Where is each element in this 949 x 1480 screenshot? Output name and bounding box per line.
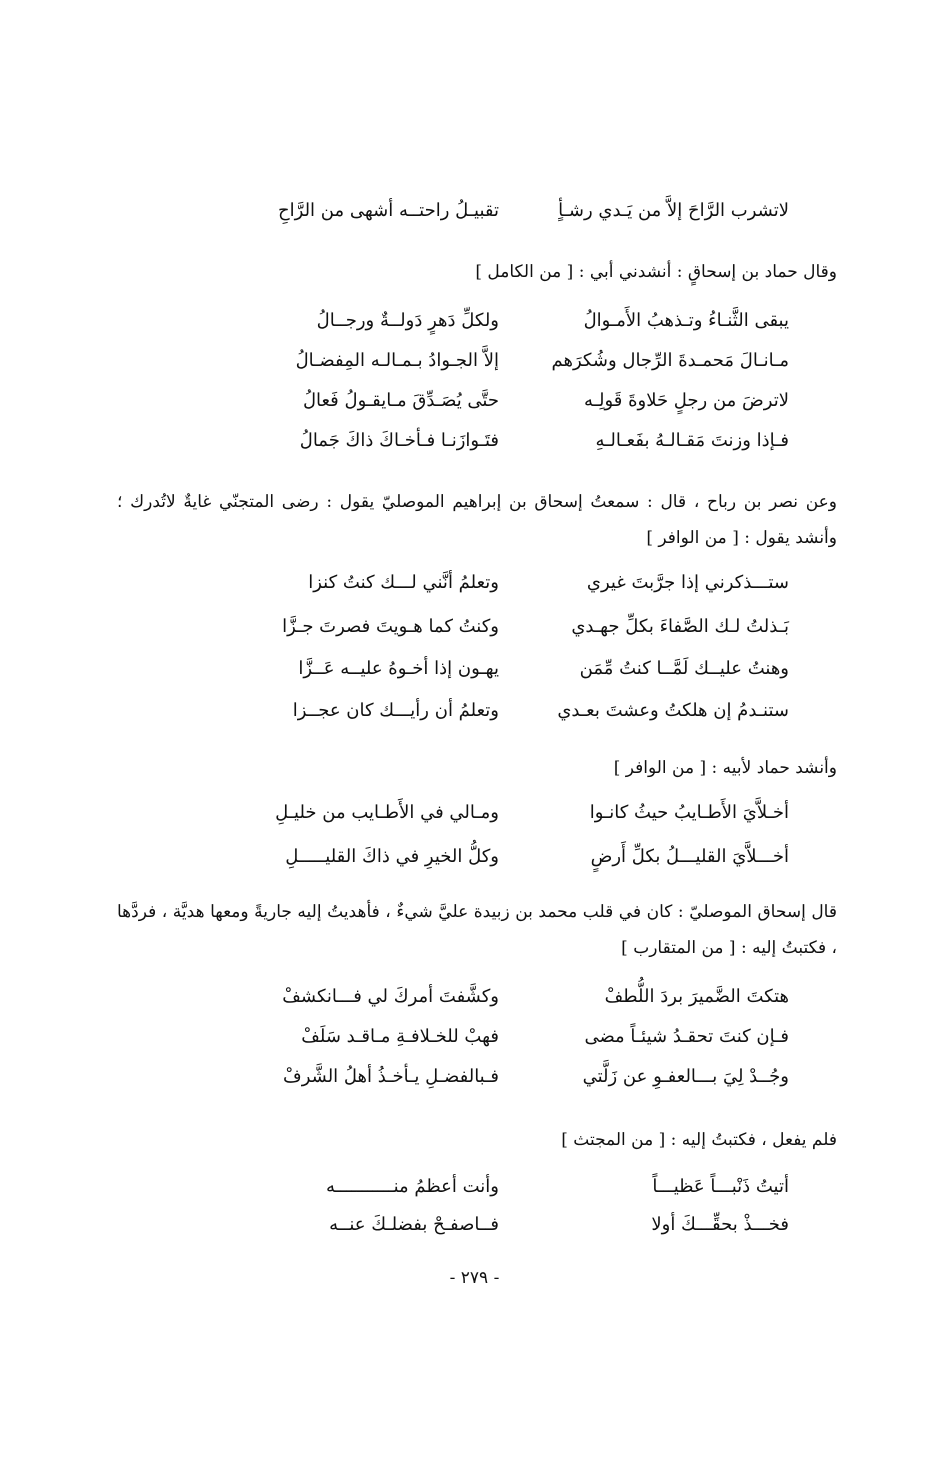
verse-hemistich-second: يهـون إذا أخـوهُ عليــه عَــزَّا (298, 658, 499, 679)
verse-line (189, 350, 789, 380)
verse-hemistich-first: أخـــلاَّيَ القليـــلُ بكلِّ أَرضٍ (590, 846, 789, 867)
verse-hemistich-first: لاترضَ من رجلٍ حَلاوةَ قَولِـه (584, 390, 789, 411)
verse-hemistich-first: أتيتُ ذَنْبـــاً عَظيـــاً (652, 1176, 789, 1197)
verse-hemistich-first: وجُــدْ لِيَ بـــالعفـوِ عن زَلَّتي (582, 1066, 789, 1087)
verse-line (189, 1026, 789, 1056)
verse-hemistich-first: هتكتَ الضَّميرَ بردَ اللُّطفْ (604, 986, 789, 1007)
verse-hemistich-second: وكشَّفتَ أمركَ لي فـــانكشفْ (282, 986, 499, 1007)
verse-hemistich-second: فــاصفـحْ بفضلـكَ عنــه (329, 1214, 499, 1235)
verse-hemistich-second: ولكلِّ دَهرٍ دَولــةٌ ورجــالُ (316, 310, 499, 331)
verse-hemistich-second: وكنتُ كما هـويتَ فصرتَ جـزَّا (282, 616, 499, 637)
verse-line (189, 200, 789, 230)
verse-hemistich-first: يبقى الثَّنـاءُ وتـذهبُ الأَمـوالُ (583, 310, 789, 331)
verse-hemistich-first: ستـــذكرني إذا جرَّبتَ غيري (586, 572, 789, 593)
verse-hemistich-first: فـإذا وزنتَ مَقـالـهُ بفَعـالـهِ (595, 430, 789, 451)
verse-hemistich-second: وتعلمُ أن رأيـــك كان عجــزا (292, 700, 499, 721)
verse-hemistich-second: إلاَّ الجـوادُ بـمـالـه المِفضـالُ (295, 350, 499, 371)
verse-line (189, 986, 789, 1016)
verse-line (189, 802, 789, 832)
verse-line (189, 310, 789, 340)
verse-line (189, 1176, 789, 1206)
verse-hemistich-first: مـانـالَ مَحمـدةَ الرِّجال وشُكرَهم (551, 350, 789, 371)
prose-paragraph: قال إسحاق الموصليّ : كان في قلب محمد بن زبيدة عليَّ شيءٌ ، فأهديتُ إليه جاريةً ومعها هديَّة ، فردَّها ، فكتبتُ إليه : [ من المتقارب ] (117, 902, 837, 958)
verse-line (189, 1214, 789, 1244)
verse-hemistich-first: فخـــذْ بحقِّـــكَ أولا (651, 1214, 789, 1235)
verse-line (189, 846, 789, 876)
verse-line (189, 658, 789, 688)
verse-hemistich-second: ومـالي في الأَطـايب من خليـلِ (275, 802, 499, 823)
prose-paragraph: وعن نصر بن رباح ، قال : سمعتُ إسحاق بن إبراهيم الموصليّ يقول : رضى المتجنّي غايةٌ لاتُدرك ؛ وأنشد يقول : [ من الوافر ] (117, 492, 837, 548)
page-number: - ٢٧٩ - (449, 1268, 500, 1288)
verse-hemistich-first: أخـلاَّيَ الأَطـايبُ حيثُ كانـوا (589, 802, 789, 823)
verse-hemistich-first: لاتشرب الرَّاحَ إلاَّ من يَـدي رشـأٍ (558, 200, 789, 221)
verse-hemistich-first: بَـذلتُ لـك الصَّفاءَ بكلِّ جهـدي (571, 616, 789, 637)
verse-line (189, 1066, 789, 1096)
prose-paragraph: وأنشد حماد لأبيه : [ من الوافر ] (613, 758, 837, 778)
verse-hemistich-second: فـبالفضـلِ يـأخـذُ أهلُ الشَّرفْ (283, 1066, 499, 1087)
verse-hemistich-second: حتَّى يُصَـدِّقَ مـايقـولُ فَعالُ (302, 390, 499, 411)
verse-hemistich-first: فـإن كنتَ تحقـدُ شيئـاً مضى (584, 1026, 789, 1047)
verse-line (189, 572, 789, 602)
verse-line (189, 430, 789, 460)
verse-line (189, 700, 789, 730)
verse-hemistich-second: فتَـوازَنـا فـأخـاكَ ذاكَ جَمالُ (299, 430, 499, 451)
verse-hemistich-second: فهبْ للخـلافـةِ مـاقـد سَلَفْ (301, 1026, 499, 1047)
verse-hemistich-second: وأنت أعظمُ منـــــــــــه (325, 1176, 499, 1197)
verse-hemistich-first: وهنتُ عليــك لَمَّــا كنتُ مِّمَن (579, 658, 789, 679)
verse-hemistich-second: وكلُّ الخيرِ في ذاكَ القليـــــلِ (285, 846, 499, 867)
verse-hemistich-second: وتعلمُ أنَّني لـــك كنتُ كنزا (308, 572, 499, 593)
prose-paragraph: وقال حماد بن إسحاقٍ : أنشدني أبي : [ من الكامل ] (475, 262, 837, 282)
verse-line (189, 390, 789, 420)
verse-hemistich-first: ستنـدمُ إن هلكتُ وعشتَ بعـدي (557, 700, 789, 721)
verse-line (189, 616, 789, 646)
prose-paragraph: فلم يفعل ، فكتبتُ إليه : [ من المجتث ] (561, 1130, 837, 1150)
verse-hemistich-second: تقبيـلُ راحتــه أشهى من الرَّاحِ (278, 200, 499, 221)
